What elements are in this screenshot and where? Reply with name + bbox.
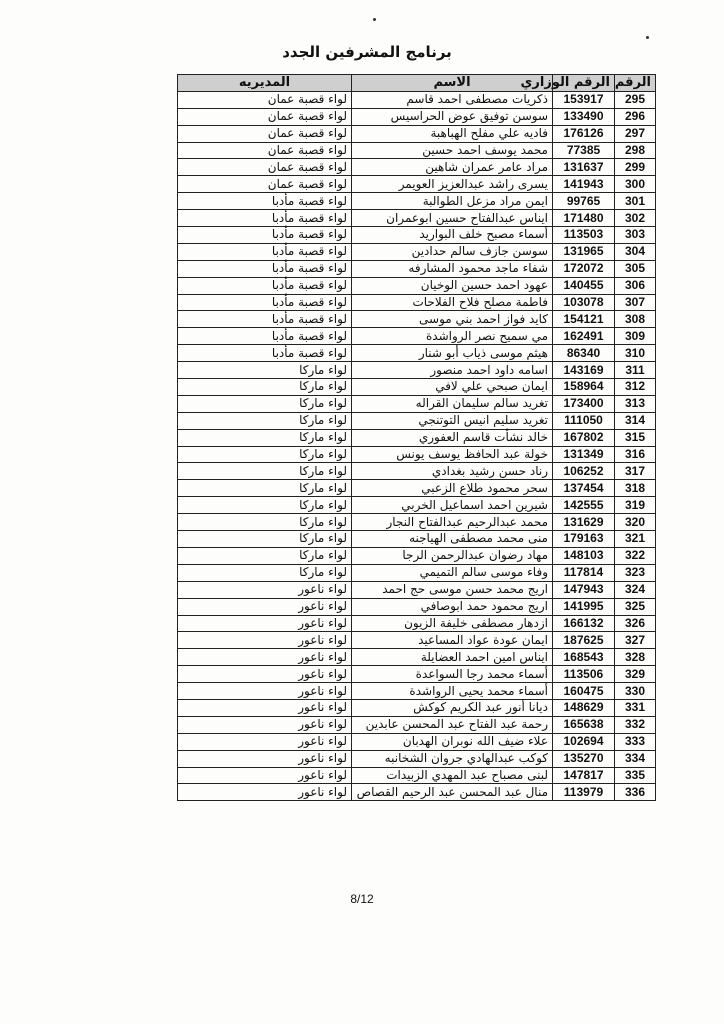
row-name: شفاء ماجد محمود المشارفه bbox=[352, 260, 553, 277]
row-directorate: لواء قصبة مأدبا bbox=[178, 277, 352, 294]
row-ministry-id: 133490 bbox=[553, 108, 615, 125]
table-row bbox=[178, 362, 656, 379]
row-ministry-id: 113503 bbox=[553, 227, 615, 244]
table-body bbox=[178, 91, 656, 800]
table-row bbox=[178, 176, 656, 193]
table-row bbox=[178, 328, 656, 345]
row-directorate: لواء ماركا bbox=[178, 514, 352, 531]
row-directorate: لواء ناعور bbox=[178, 666, 352, 683]
row-ministry-id: 179163 bbox=[553, 531, 615, 548]
row-number: 315 bbox=[615, 429, 656, 446]
table-row bbox=[178, 379, 656, 396]
row-number: 296 bbox=[615, 108, 656, 125]
row-number: 326 bbox=[615, 615, 656, 632]
table-row bbox=[178, 649, 656, 666]
row-name: أسماء محمد رجا السواعدة bbox=[352, 666, 553, 683]
row-ministry-id: 141995 bbox=[553, 598, 615, 615]
table-row bbox=[178, 91, 656, 108]
row-number: 300 bbox=[615, 176, 656, 193]
row-ministry-id: 153917 bbox=[553, 91, 615, 108]
table-row bbox=[178, 480, 656, 497]
row-number: 305 bbox=[615, 260, 656, 277]
row-directorate: لواء ماركا bbox=[178, 429, 352, 446]
row-name: كايد فواز احمد بني موسى bbox=[352, 311, 553, 328]
row-name: وفاء موسى سالم التميمي bbox=[352, 564, 553, 581]
row-directorate: لواء ناعور bbox=[178, 767, 352, 784]
table-row bbox=[178, 716, 656, 733]
row-directorate: لواء ناعور bbox=[178, 699, 352, 716]
table-row bbox=[178, 159, 656, 176]
row-ministry-id: 140455 bbox=[553, 277, 615, 294]
table-row bbox=[178, 446, 656, 463]
table-row bbox=[178, 243, 656, 260]
table-row bbox=[178, 497, 656, 514]
row-directorate: لواء قصبة عمان bbox=[178, 142, 352, 159]
row-directorate: لواء ناعور bbox=[178, 733, 352, 750]
row-name: سحر محمود طلاع الزعبي bbox=[352, 480, 553, 497]
row-number: 320 bbox=[615, 514, 656, 531]
table-row bbox=[178, 767, 656, 784]
row-name: فاطمة مصلح فلاح الفلاحات bbox=[352, 294, 553, 311]
row-directorate: لواء ناعور bbox=[178, 615, 352, 632]
row-name: سوسن توفيق عوض الحراسيس bbox=[352, 108, 553, 125]
row-directorate: لواء ماركا bbox=[178, 547, 352, 564]
row-number: 317 bbox=[615, 463, 656, 480]
row-number: 328 bbox=[615, 649, 656, 666]
table-row bbox=[178, 311, 656, 328]
table-row bbox=[178, 632, 656, 649]
row-name: تغريد سالم سليمان القراله bbox=[352, 395, 553, 412]
row-ministry-id: 117814 bbox=[553, 564, 615, 581]
header-ministry-id: الرقم الوزاري bbox=[553, 75, 615, 92]
table-row bbox=[178, 666, 656, 683]
row-name: يسرى راشد عبدالعزيز العويمر bbox=[352, 176, 553, 193]
row-ministry-id: 166132 bbox=[553, 615, 615, 632]
row-directorate: لواء ماركا bbox=[178, 480, 352, 497]
table-row bbox=[178, 750, 656, 767]
row-ministry-id: 86340 bbox=[553, 345, 615, 362]
row-ministry-id: 131965 bbox=[553, 243, 615, 260]
page-title: برنامج المشرفين الجدد bbox=[282, 43, 452, 61]
row-ministry-id: 113506 bbox=[553, 666, 615, 683]
row-name: تغريد سليم انيس التوتنجي bbox=[352, 412, 553, 429]
row-name: رناد حسن رشيد بغدادي bbox=[352, 463, 553, 480]
row-directorate: لواء قصبة مأدبا bbox=[178, 193, 352, 210]
row-directorate: لواء قصبة عمان bbox=[178, 176, 352, 193]
row-name: محمد عبدالرحيم عبدالفتاح النجار bbox=[352, 514, 553, 531]
row-name: محمد يوسف احمد حسين bbox=[352, 142, 553, 159]
row-number: 309 bbox=[615, 328, 656, 345]
row-name: أسماء محمد يحيى الرواشدة bbox=[352, 683, 553, 700]
row-number: 321 bbox=[615, 531, 656, 548]
row-ministry-id: 147817 bbox=[553, 767, 615, 784]
row-name: خولة عبد الحافظ يوسف يونس bbox=[352, 446, 553, 463]
row-directorate: لواء ماركا bbox=[178, 463, 352, 480]
row-number: 312 bbox=[615, 379, 656, 396]
row-name: خالد نشأت قاسم العفوري bbox=[352, 429, 553, 446]
row-number: 323 bbox=[615, 564, 656, 581]
table-row bbox=[178, 581, 656, 598]
row-ministry-id: 131637 bbox=[553, 159, 615, 176]
row-number: 324 bbox=[615, 581, 656, 598]
table-row bbox=[178, 683, 656, 700]
row-number: 319 bbox=[615, 497, 656, 514]
row-ministry-id: 142555 bbox=[553, 497, 615, 514]
row-number: 330 bbox=[615, 683, 656, 700]
row-name: علاء ضيف الله نوبران الهدبان bbox=[352, 733, 553, 750]
row-name: كوكب عبدالهادي جروان الشخانبه bbox=[352, 750, 553, 767]
row-ministry-id: 172072 bbox=[553, 260, 615, 277]
row-directorate: لواء ماركا bbox=[178, 497, 352, 514]
row-number: 318 bbox=[615, 480, 656, 497]
row-ministry-id: 148103 bbox=[553, 547, 615, 564]
row-ministry-id: 131349 bbox=[553, 446, 615, 463]
header-name: الاسم bbox=[352, 75, 553, 92]
row-ministry-id: 165638 bbox=[553, 716, 615, 733]
row-number: 329 bbox=[615, 666, 656, 683]
row-directorate: لواء ناعور bbox=[178, 598, 352, 615]
table-row bbox=[178, 277, 656, 294]
row-directorate: لواء ماركا bbox=[178, 379, 352, 396]
row-directorate: لواء ناعور bbox=[178, 784, 352, 801]
table-row bbox=[178, 294, 656, 311]
row-ministry-id: 135270 bbox=[553, 750, 615, 767]
header-directorate: المديريه bbox=[178, 75, 352, 92]
row-name: اريج محمود حمد ابوصافي bbox=[352, 598, 553, 615]
page-number: 8/12 bbox=[350, 892, 374, 906]
row-name: ديانا أنور عبد الكريم كوكش bbox=[352, 699, 553, 716]
row-number: 331 bbox=[615, 699, 656, 716]
row-ministry-id: 99765 bbox=[553, 193, 615, 210]
table-row bbox=[178, 260, 656, 277]
row-ministry-id: 137454 bbox=[553, 480, 615, 497]
table-row bbox=[178, 463, 656, 480]
row-name: شيرين احمد اسماعيل الخربي bbox=[352, 497, 553, 514]
row-directorate: لواء قصبة مأدبا bbox=[178, 328, 352, 345]
row-ministry-id: 171480 bbox=[553, 210, 615, 227]
row-ministry-id: 103078 bbox=[553, 294, 615, 311]
row-directorate: لواء قصبة عمان bbox=[178, 125, 352, 142]
row-number: 310 bbox=[615, 345, 656, 362]
table-header-row bbox=[178, 75, 656, 92]
table-row bbox=[178, 531, 656, 548]
row-name: ذكريات مصطفى احمد قاسم bbox=[352, 91, 553, 108]
row-name: ايناس عبدالفتاح حسين ابوعمران bbox=[352, 210, 553, 227]
row-name: مي سميح نصر الرواشدة bbox=[352, 328, 553, 345]
row-number: 308 bbox=[615, 311, 656, 328]
row-number: 327 bbox=[615, 632, 656, 649]
table-row bbox=[178, 108, 656, 125]
row-name: ايمان صبحي علي لافي bbox=[352, 379, 553, 396]
row-name: ازدهار مصطفى خليفة الزيون bbox=[352, 615, 553, 632]
table-row bbox=[178, 598, 656, 615]
row-name: ايناس امين احمد العضايلة bbox=[352, 649, 553, 666]
row-ministry-id: 176126 bbox=[553, 125, 615, 142]
row-name: اريج محمد حسن موسى حج احمد bbox=[352, 581, 553, 598]
row-name: مراد عامر عمران شاهين bbox=[352, 159, 553, 176]
row-ministry-id: 147943 bbox=[553, 581, 615, 598]
row-directorate: لواء ناعور bbox=[178, 581, 352, 598]
row-number: 336 bbox=[615, 784, 656, 801]
row-name: سوسن جازف سالم حدادين bbox=[352, 243, 553, 260]
table-row bbox=[178, 142, 656, 159]
row-directorate: لواء ماركا bbox=[178, 531, 352, 548]
row-directorate: لواء ماركا bbox=[178, 564, 352, 581]
row-number: 303 bbox=[615, 227, 656, 244]
table-row bbox=[178, 412, 656, 429]
row-ministry-id: 160475 bbox=[553, 683, 615, 700]
table-row bbox=[178, 395, 656, 412]
row-directorate: لواء قصبة مأدبا bbox=[178, 345, 352, 362]
row-ministry-id: 131629 bbox=[553, 514, 615, 531]
row-number: 322 bbox=[615, 547, 656, 564]
scan-speck bbox=[646, 36, 649, 39]
table-row bbox=[178, 429, 656, 446]
row-directorate: لواء قصبة مأدبا bbox=[178, 311, 352, 328]
row-number: 333 bbox=[615, 733, 656, 750]
row-ministry-id: 102694 bbox=[553, 733, 615, 750]
row-number: 325 bbox=[615, 598, 656, 615]
table-row bbox=[178, 733, 656, 750]
row-number: 316 bbox=[615, 446, 656, 463]
row-number: 332 bbox=[615, 716, 656, 733]
row-name: اسامه داود احمد منصور bbox=[352, 362, 553, 379]
row-ministry-id: 168543 bbox=[553, 649, 615, 666]
row-ministry-id: 154121 bbox=[553, 311, 615, 328]
row-name: هيثم موسى ذياب أبو شنار bbox=[352, 345, 553, 362]
table-row bbox=[178, 193, 656, 210]
row-ministry-id: 148629 bbox=[553, 699, 615, 716]
table-row bbox=[178, 514, 656, 531]
row-number: 298 bbox=[615, 142, 656, 159]
row-number: 301 bbox=[615, 193, 656, 210]
row-directorate: لواء ماركا bbox=[178, 362, 352, 379]
row-number: 335 bbox=[615, 767, 656, 784]
row-ministry-id: 143169 bbox=[553, 362, 615, 379]
row-ministry-id: 111050 bbox=[553, 412, 615, 429]
row-number: 313 bbox=[615, 395, 656, 412]
table-row bbox=[178, 125, 656, 142]
supervisors-table bbox=[177, 74, 656, 801]
row-ministry-id: 141943 bbox=[553, 176, 615, 193]
row-directorate: لواء قصبة مأدبا bbox=[178, 227, 352, 244]
row-name: أسماء مصبح خلف البواريد bbox=[352, 227, 553, 244]
header-number: الرقم bbox=[615, 75, 656, 92]
row-directorate: لواء ناعور bbox=[178, 649, 352, 666]
row-directorate: لواء قصبة عمان bbox=[178, 159, 352, 176]
row-number: 314 bbox=[615, 412, 656, 429]
table-row bbox=[178, 345, 656, 362]
table-row bbox=[178, 547, 656, 564]
row-directorate: لواء قصبة عمان bbox=[178, 91, 352, 108]
row-directorate: لواء ناعور bbox=[178, 750, 352, 767]
row-directorate: لواء قصبة مأدبا bbox=[178, 243, 352, 260]
table-row bbox=[178, 564, 656, 581]
row-number: 302 bbox=[615, 210, 656, 227]
table-row bbox=[178, 615, 656, 632]
row-name: عهود احمد حسين الوخيان bbox=[352, 277, 553, 294]
row-number: 334 bbox=[615, 750, 656, 767]
row-name: منال عبد المحسن عبد الرحيم القصاص bbox=[352, 784, 553, 801]
row-name: رحمة عبد الفتاح عبد المحسن عابدين bbox=[352, 716, 553, 733]
row-name: مهاد رضوان عبدالرحمن الرجا bbox=[352, 547, 553, 564]
row-ministry-id: 162491 bbox=[553, 328, 615, 345]
row-directorate: لواء ماركا bbox=[178, 412, 352, 429]
row-ministry-id: 106252 bbox=[553, 463, 615, 480]
row-name: منى محمد مصطفى الهياجنه bbox=[352, 531, 553, 548]
row-name: لبنى مصباح عبد المهدي الزبيدات bbox=[352, 767, 553, 784]
row-directorate: لواء قصبة مأدبا bbox=[178, 294, 352, 311]
row-directorate: لواء قصبة مأدبا bbox=[178, 210, 352, 227]
row-name: ايمان عودة عواد المساعيد bbox=[352, 632, 553, 649]
row-number: 299 bbox=[615, 159, 656, 176]
row-directorate: لواء ناعور bbox=[178, 716, 352, 733]
table-row bbox=[178, 227, 656, 244]
row-ministry-id: 187625 bbox=[553, 632, 615, 649]
row-name: ايمن مراد مزعل الطوالبة bbox=[352, 193, 553, 210]
row-directorate: لواء ماركا bbox=[178, 446, 352, 463]
row-number: 304 bbox=[615, 243, 656, 260]
row-directorate: لواء ناعور bbox=[178, 683, 352, 700]
row-directorate: لواء ناعور bbox=[178, 632, 352, 649]
row-ministry-id: 77385 bbox=[553, 142, 615, 159]
row-ministry-id: 113979 bbox=[553, 784, 615, 801]
row-ministry-id: 173400 bbox=[553, 395, 615, 412]
row-number: 295 bbox=[615, 91, 656, 108]
row-directorate: لواء قصبة عمان bbox=[178, 108, 352, 125]
row-ministry-id: 158964 bbox=[553, 379, 615, 396]
row-number: 311 bbox=[615, 362, 656, 379]
scan-speck bbox=[373, 18, 376, 21]
row-number: 306 bbox=[615, 277, 656, 294]
table-row bbox=[178, 210, 656, 227]
row-number: 297 bbox=[615, 125, 656, 142]
table-row bbox=[178, 699, 656, 716]
row-name: فاديه علي مفلح الهباهبة bbox=[352, 125, 553, 142]
table-row bbox=[178, 784, 656, 801]
row-directorate: لواء قصبة مأدبا bbox=[178, 260, 352, 277]
row-number: 307 bbox=[615, 294, 656, 311]
row-directorate: لواء ماركا bbox=[178, 395, 352, 412]
row-ministry-id: 167802 bbox=[553, 429, 615, 446]
